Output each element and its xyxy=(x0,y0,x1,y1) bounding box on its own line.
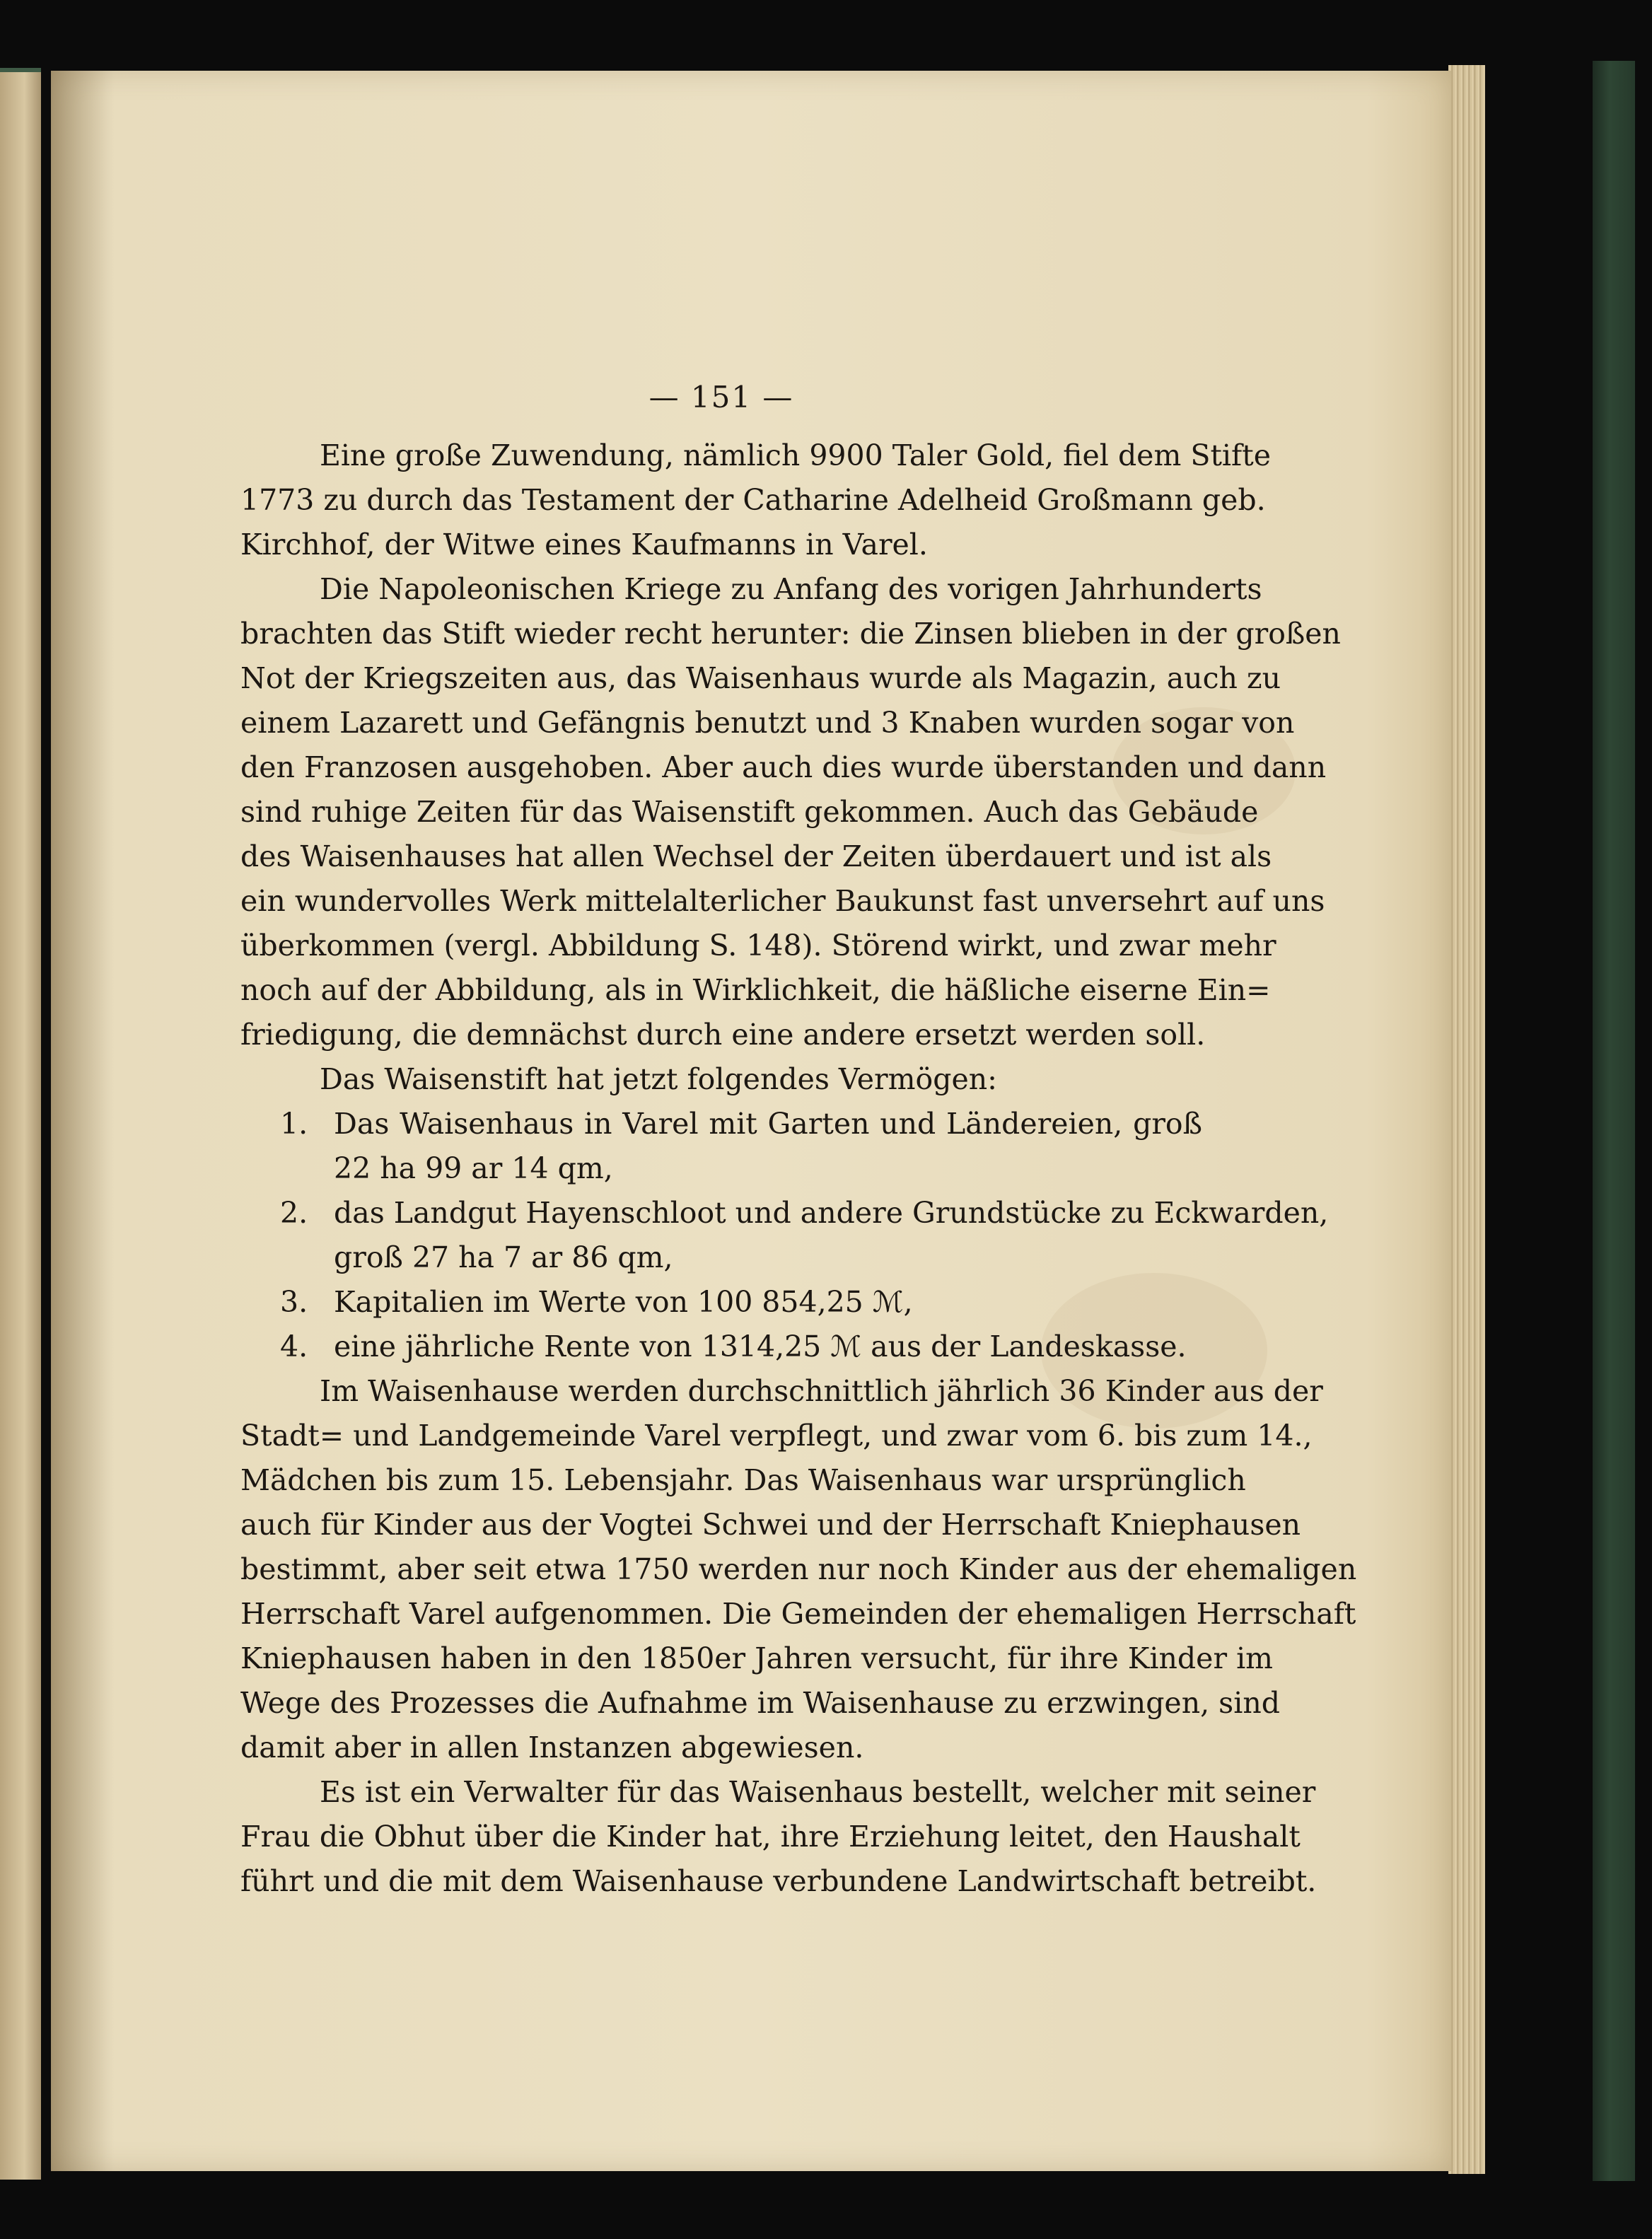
text-line: ein wundervolles Werk mittelalterlicher Baukunst fast unversehrt auf uns xyxy=(240,884,1325,918)
paragraph xyxy=(240,567,1341,1057)
book-cover-edge xyxy=(1593,61,1635,2181)
text-line: Kniephausen haben in den 1850er Jahren versucht, für ihre Kinder im xyxy=(240,1641,1274,1675)
book-page xyxy=(51,71,1451,2171)
page-text xyxy=(240,375,1357,1904)
text-line: eine jährliche Rente von 1314,25 ℳ aus der Landeskasse. xyxy=(334,1330,1187,1363)
text-line: friedigung, die demnächst durch eine andere ersetzt werden soll. xyxy=(240,1018,1206,1052)
text-line: überkommen (vergl. Abbildung S. 148). Störend wirkt, und zwar mehr xyxy=(240,929,1276,963)
page-number: — 151 — xyxy=(648,380,794,414)
text-line: Es ist ein Verwalter für das Waisenhaus bestellt, welcher mit seiner xyxy=(320,1775,1316,1809)
list-item xyxy=(240,1325,1202,1369)
text-line: auch für Kinder aus der Vogtei Schwei und der Herrschaft Kniephausen xyxy=(240,1508,1301,1542)
text-line: damit aber in allen Instanzen abgewiesen. xyxy=(240,1731,864,1764)
text-line: des Waisenhauses hat allen Wechsel der Zeiten überdauert und ist als xyxy=(240,839,1272,873)
text-line: brachten das Stift wieder recht herunter: die Zinsen blieben in der großen xyxy=(240,617,1341,651)
text-line: noch auf der Abbildung, als in Wirklichkeit, die häßliche eiserne Ein= xyxy=(240,973,1271,1007)
text-line: 1773 zu durch das Testament der Catharine Adelheid Großmann geb. xyxy=(240,483,1266,517)
text-line: Kapitalien im Werte von 100 854,25 ℳ, xyxy=(334,1285,913,1319)
text-line: bestimmt, aber seit etwa 1750 werden nur noch Kinder aus der ehemaligen xyxy=(240,1552,1357,1586)
text-line: Wege des Prozesses die Aufnahme im Waisenhause zu erzwingen, sind xyxy=(240,1686,1280,1720)
text-line: Kirchhof, der Witwe eines Kaufmanns in Varel. xyxy=(240,528,928,562)
text-line: Mädchen bis zum 15. Lebensjahr. Das Waisenhaus war ursprünglich xyxy=(240,1463,1246,1497)
list-text xyxy=(334,1191,1328,1280)
text-line: führt und die mit dem Waisenhause verbundene Landwirtschaft betreibt. xyxy=(240,1864,1317,1898)
paragraph xyxy=(240,434,1271,567)
paragraphs-after-list xyxy=(240,1369,1357,1904)
paragraph xyxy=(240,1057,1202,1102)
paragraphs-before-list xyxy=(240,434,1341,1102)
text-line: Stadt= und Landgemeinde Varel verpflegt, und zwar vom 6. bis zum 14., xyxy=(240,1419,1313,1453)
text-line: Not der Kriegszeiten aus, das Waisenhaus wurde als Magazin, auch zu xyxy=(240,661,1281,695)
text-line: Die Napoleonischen Kriege zu Anfang des vorigen Jahrhunderts xyxy=(320,572,1262,606)
paragraph xyxy=(240,1770,1317,1904)
list-number: 2. xyxy=(280,1196,308,1230)
text-line: Herrschaft Varel aufgenommen. Die Gemeinden der ehemaligen Herrschaft xyxy=(240,1597,1356,1631)
asset-list xyxy=(240,1102,1329,1369)
list-text xyxy=(334,1325,1202,1369)
list-item xyxy=(240,1191,1329,1280)
text-line: Das Waisenstift hat jetzt folgendes Vermögen: xyxy=(320,1062,997,1096)
text-line: Frau die Obhut über die Kinder hat, ihre Erziehung leitet, den Haushalt xyxy=(240,1820,1301,1854)
list-text xyxy=(334,1102,1202,1191)
paragraph xyxy=(240,1369,1357,1770)
text-line: das Landgut Hayenschloot und andere Grundstücke zu Eckwarden, xyxy=(334,1196,1329,1230)
text-line: sind ruhige Zeiten für das Waisenstift gekommen. Auch das Gebäude xyxy=(240,795,1259,829)
left-page-edge xyxy=(0,68,41,2180)
list-number: 1. xyxy=(280,1107,308,1141)
list-text xyxy=(334,1280,1202,1325)
text-line: Im Waisenhause werden durchschnittlich jährlich 36 Kinder aus der xyxy=(320,1374,1323,1408)
list-item xyxy=(240,1102,1202,1191)
list-number: 3. xyxy=(280,1285,308,1319)
text-line: einem Lazarett und Gefängnis benutzt und 3 Knaben wurden sogar von xyxy=(240,706,1295,740)
text-line: groß 27 ha 7 ar 86 qm, xyxy=(334,1240,673,1274)
gutter-shadow xyxy=(51,71,115,2171)
list-item xyxy=(240,1280,1202,1325)
text-line: den Franzosen ausgehoben. Aber auch dies wurde überstanden und dann xyxy=(240,750,1327,784)
page-edges xyxy=(1448,65,1485,2174)
text-line: 22 ha 99 ar 14 qm, xyxy=(334,1151,613,1185)
text-line: Das Waisenhaus in Varel mit Garten und Ländereien, groß xyxy=(334,1107,1202,1141)
list-number: 4. xyxy=(280,1330,308,1363)
text-line: Eine große Zuwendung, nämlich 9900 Taler Gold, fiel dem Stifte xyxy=(320,438,1271,472)
